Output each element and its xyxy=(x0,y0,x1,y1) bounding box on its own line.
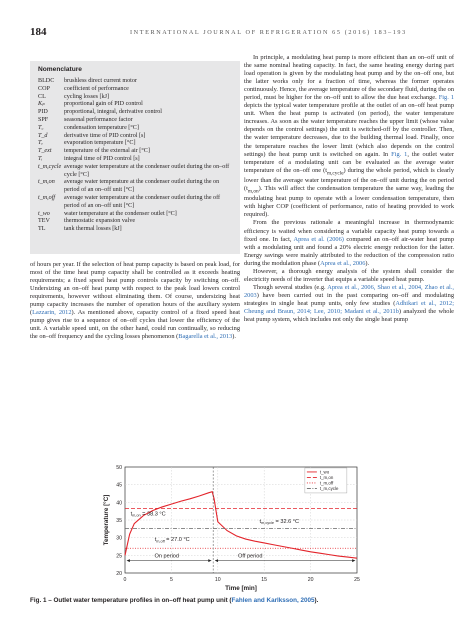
nomenclature-symbol: T_d xyxy=(38,132,48,139)
nomenclature-symbol: BLDC xyxy=(38,78,55,84)
nomenclature-symbol: Tᵢ xyxy=(38,155,43,162)
x-tick-label: 5 xyxy=(169,577,173,583)
y-tick-label: 50 xyxy=(116,465,122,471)
nomenclature-symbol: Tₑ xyxy=(38,140,43,147)
left-column-text xyxy=(30,261,240,341)
nomenclature-definition: coefficient of performance xyxy=(64,85,129,92)
temperature-chart xyxy=(80,461,400,593)
nomenclature-symbol: PID xyxy=(38,109,48,116)
annotation-t-m-off xyxy=(155,537,190,543)
legend-entry: t_wo xyxy=(319,469,330,475)
text: ) analyzed the whole heat pump system, which includes not only the single heat pump xyxy=(244,307,454,324)
nomenclature-row xyxy=(38,195,236,211)
right-paragraph-1 xyxy=(244,54,454,219)
x-tick-label: 20 xyxy=(307,577,314,583)
nomenclature-box xyxy=(30,61,240,254)
nomenclature-symbol: CL xyxy=(38,93,46,100)
annotation-value: = 27.0 °C xyxy=(164,537,190,544)
nomenclature-definition: average water temperature at the condenser outlet during the on–off cycle [°C] xyxy=(64,163,230,178)
annotation-symbol: t xyxy=(259,518,262,525)
citation-link[interactable]: Aprea et al., 2006 xyxy=(320,259,366,267)
nomenclature-row xyxy=(38,179,236,195)
citation-link[interactable]: Aprea et al. (2006) xyxy=(293,235,344,243)
arrow-head xyxy=(208,559,211,562)
text: ) during the whole period, which is clearly lower than the average water temperature of the on–off unit during the on period (t xyxy=(244,166,454,193)
text: Fig. 1 – Outlet water temperature profiles in on–off heat pump unit ( xyxy=(30,597,232,604)
citation-link[interactable]: Bagarella et al., 2013 xyxy=(178,333,233,341)
text: of hours per year. If the selection of heat pump capacity is based on peak load, for most of the time heat pump capacity shall be controlled as it exceeds heating requirements; a fixed speed heat pump controls capacity by switching on–off. Undersizing an on–off heat pump with respect to the peak load lowers control requirements, however without eliminating them. Of course, undersizing heat pump capacity increases the number of operation hours of the auxiliary system ( xyxy=(30,261,240,317)
citation-link[interactable]: Aprea et al., 2006, Shao et al., 2004, Zhao et al., 2003 xyxy=(244,283,454,299)
annotation-t-m-cycle xyxy=(260,519,300,525)
nomenclature-row xyxy=(38,109,236,117)
nomenclature-row xyxy=(38,86,236,94)
page-number: 184 xyxy=(30,26,47,38)
text: depicts the typical water temperature profile at the outlet of an on–off heat pump unit. When the heat pump is activated (on period), the water temperature increases. As soon as the water temperature reaches the upper limit (whose value depends on the control settings) the unit is switched-off by the controller. Then, the water temperature decreases, due to the building thermal load. Finally, once the temperature reaches the lower limit (which also depends on the control settings) the heat pump unit is switched on again. In xyxy=(244,102,454,158)
right-column-text xyxy=(244,54,454,324)
text: ) have been carried out in the past comparing on–off and modulating strategies in single heat pump units, only few studies ( xyxy=(244,291,454,307)
nomenclature-list xyxy=(38,78,236,234)
right-paragraph-3: However, a thorough energy analysis of the system shall consider the electricity needs of the inverter that equips a variable speed heat pump. xyxy=(244,267,454,283)
nomenclature-row xyxy=(38,78,236,86)
nomenclature-row xyxy=(38,156,236,164)
right-paragraph-2 xyxy=(244,219,454,267)
text: ). As mentioned above, capacity control of a fixed speed heat pump gives rise to a sequence of on–off cycles that lower the efficiency of the unit. A variable speed unit, on the other hand, could run continually, so reducing the on–off frequency and the cycling losses phenomenon ( xyxy=(30,309,240,341)
x-tick-label: 0 xyxy=(123,577,127,583)
legend-entry: t_m,cycle xyxy=(319,486,339,492)
text: ). xyxy=(232,333,236,341)
left-paragraph-1 xyxy=(30,261,240,341)
x-tick-label: 25 xyxy=(354,577,360,583)
subscript: m,cycle xyxy=(326,169,344,176)
annotation-subscript: m,cycle xyxy=(261,521,274,526)
nomenclature-definition: average water temperature at the condenser outlet during the off period of an on–off unit [°C] xyxy=(64,194,221,209)
nomenclature-definition: integral time of PID control [s] xyxy=(64,155,140,162)
running-head: INTERNATIONAL JOURNAL OF REFRIGERATION 65 (2016) 183–193 xyxy=(130,29,407,36)
nomenclature-definition: water temperature at the condenser outlet [°C] xyxy=(64,210,177,217)
subscript: m,on xyxy=(247,188,259,195)
nomenclature-symbol: SPF xyxy=(38,116,49,123)
nomenclature-row xyxy=(38,125,236,133)
y-tick-label: 20 xyxy=(116,571,122,577)
annotation-subscript: m,on xyxy=(132,513,141,518)
annotation-symbol: t xyxy=(154,537,157,544)
citation-link[interactable]: Adhikari et al., 2012; Cheung and Braun, 2014; Lee, 2010; Madani et al., 2011b xyxy=(244,299,454,315)
nomenclature-definition: seasonal performance factor xyxy=(64,116,133,123)
arrow-head xyxy=(127,559,130,562)
legend-entry: t_m,on xyxy=(319,475,334,481)
nomenclature-row xyxy=(38,218,236,226)
y-tick-label: 40 xyxy=(116,500,122,507)
nomenclature-definition: cycling losses [kJ] xyxy=(64,93,110,100)
nomenclature-row xyxy=(38,140,236,148)
figure-caption xyxy=(30,597,460,604)
nomenclature-definition: proportional, integral, derivative control xyxy=(64,109,162,116)
y-tick-label: 25 xyxy=(116,553,122,560)
nomenclature-row xyxy=(38,226,236,234)
nomenclature-symbol: t_m,on xyxy=(38,179,55,186)
nomenclature-symbol: COP xyxy=(38,85,50,92)
nomenclature-definition: temperature of the external air [°C] xyxy=(64,148,150,155)
nomenclature-title: Nomenclature xyxy=(38,66,82,73)
y-tick-label: 30 xyxy=(116,535,122,542)
text: From the previous rationale a meaningful increase in thermodynamic efficiency is waited when considering a variable capacity heat pump towards a fixed one. In fact, xyxy=(244,219,454,243)
nomenclature-definition: average water temperature at the condenser outlet during the on period of an on–off unit [°C] xyxy=(64,179,220,194)
nomenclature-definition: evaporation temperature [°C] xyxy=(64,140,136,147)
nomenclature-definition: tank thermal losses [kJ] xyxy=(64,226,122,233)
nomenclature-definition: derivative time of PID control [s] xyxy=(64,132,146,139)
citation-link[interactable]: Fahlen and Karlksson, 2005 xyxy=(231,597,315,604)
text: ). This will affect the condensation temperature the same way, leading the modulating heat pump to operate with a lower condensation temperature, then with higher COP (coefficient of performance, ratio of heating provided to work required). xyxy=(244,185,454,219)
annotation-value: = 38.3 °C xyxy=(140,511,166,518)
on-period-label: On period xyxy=(154,553,180,560)
nomenclature-row xyxy=(38,164,236,180)
nomenclature-definition: condensation temperature [°C] xyxy=(64,124,139,131)
nomenclature-definition: thermostatic expansion valve xyxy=(64,218,136,225)
off-period-label: Off period xyxy=(238,553,263,560)
annotation-subscript: m,off xyxy=(156,539,165,544)
citation-link[interactable]: Lazzarin, 2012 xyxy=(32,309,72,317)
x-tick-label: 10 xyxy=(214,577,221,583)
annotation-value: = 32.6 °C xyxy=(273,518,300,525)
nomenclature-symbol: t_m,off xyxy=(38,194,56,201)
annotation-symbol: t xyxy=(130,511,133,518)
arrow-head xyxy=(215,559,218,562)
text: Though several studies (e.g. xyxy=(253,283,328,291)
text: ). xyxy=(365,259,370,267)
nomenclature-definition: brushless direct current motor xyxy=(64,78,137,84)
nomenclature-symbol: T꜀ xyxy=(38,124,44,131)
nomenclature-symbol: t_m,cycle xyxy=(38,163,62,170)
nomenclature-symbol: TL xyxy=(38,226,46,233)
arrow-head xyxy=(352,559,355,562)
legend-entry: t_m,off xyxy=(319,480,334,486)
nomenclature-row xyxy=(38,148,236,156)
nomenclature-symbol: Kₚ xyxy=(38,101,45,108)
nomenclature-row xyxy=(38,101,236,109)
x-tick-label: 15 xyxy=(261,577,268,583)
nomenclature-symbol: t_wo xyxy=(38,210,50,217)
text: In principle, a modulating heat pump is more efficient than an on–off unit of the same nominal heating capacity. In fact, the same heating energy during part load operation is given by the modulating heat pump and by the on–off one, but the latter works only for a fraction of time, whereas the former operates continuously. Hence, the average temperature of the secondary fluid, during the on period, must be higher for the on–off unit to allow the due heat exchange. xyxy=(244,54,454,102)
figure-link[interactable]: Fig. 1 xyxy=(391,150,408,158)
nomenclature-row xyxy=(38,211,236,219)
nomenclature-row xyxy=(38,117,236,125)
x-axis-label: Time [min] xyxy=(225,585,257,592)
nomenclature-definition: proportional gain of PID control xyxy=(64,101,143,108)
text: ). xyxy=(314,597,319,604)
y-tick-label: 35 xyxy=(116,518,122,524)
nomenclature-symbol: T_ext xyxy=(38,148,52,155)
text: compared an on–off air-water heat pump with a modulating unit and found a 20% electric energy reduction for the latter. Energy savings were mainly attributed to the reduction of the compression ratio during the modulation phase ( xyxy=(244,235,454,267)
y-tick-label: 45 xyxy=(116,482,122,489)
y-axis-label: Temperature [°C] xyxy=(103,494,110,546)
nomenclature-symbol: TEV xyxy=(38,218,50,225)
right-paragraph-4 xyxy=(244,284,454,324)
text: , the outlet water temperature of a modulating unit can be evaluated as the average water temperature of the on–off one (t xyxy=(244,150,454,174)
annotation-t-m-on xyxy=(131,511,166,517)
figure-link[interactable]: Fig. 1 xyxy=(438,94,454,102)
